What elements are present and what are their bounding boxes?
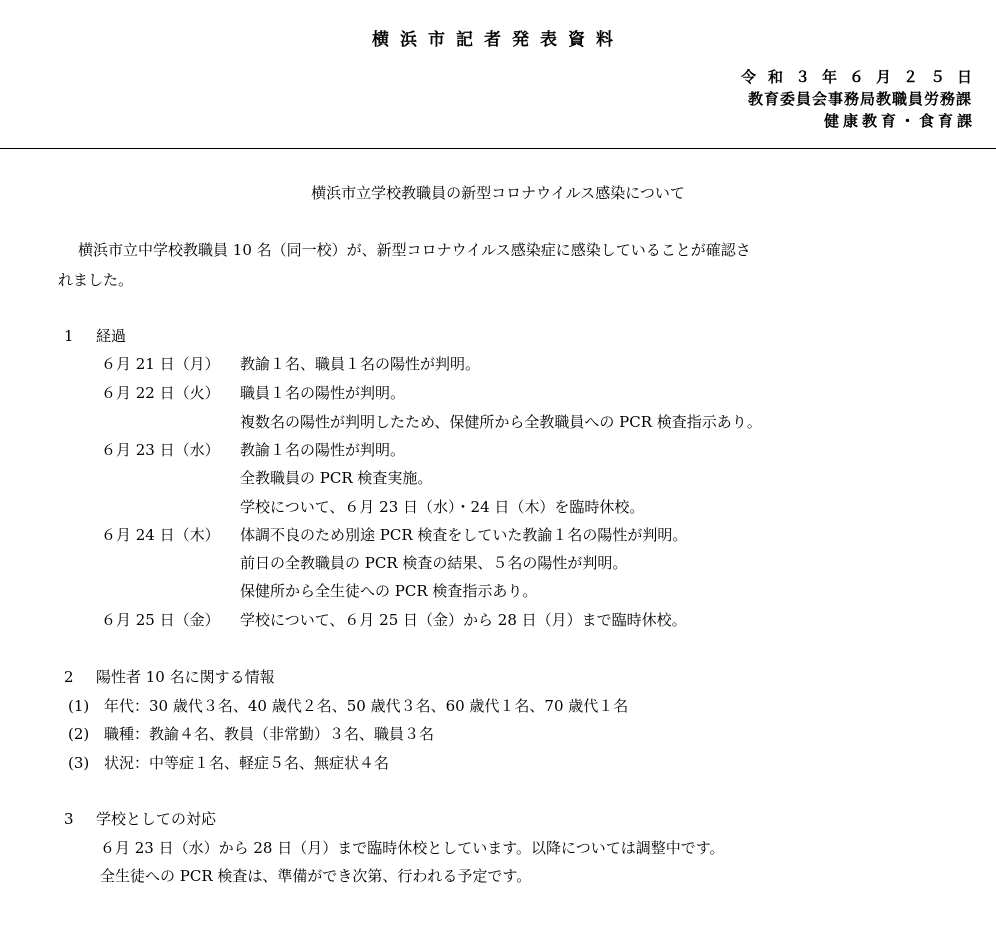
info-item-age: 年代：30 歳代３名、40 歳代２名、50 歳代３名、60 歳代１名、70 歳代１名: [104, 697, 629, 715]
section-1-heading: [64, 324, 126, 348]
department-name: 教育委員会事務局教職員労務課: [747, 90, 972, 108]
timeline-event: 教諭１名、職員１名の陽性が判明。: [240, 355, 481, 373]
section-name: 健康教育・食育課: [823, 112, 976, 130]
lead-paragraph-line-2: れました。: [58, 271, 134, 289]
timeline-event: 体調不良のため別途 PCR 検査をしていた教諭１名の陽性が判明。: [240, 526, 688, 544]
document-title: 横浜市立学校教職員の新型コロナウイルス感染について: [311, 184, 685, 202]
section-title: 陽性者 10 名に関する情報: [96, 668, 275, 686]
header-issuer: [740, 66, 984, 132]
timeline-event: 学校について、６月 25 日（金）から 28 日（月）まで臨時休校。: [240, 611, 687, 629]
timeline-event: 学校について、６月 23 日（水）・24 日（木）を臨時休校。: [240, 498, 645, 516]
timeline-date: ６月 25 日（金）: [101, 611, 220, 629]
timeline-event: 教諭１名の陽性が判明。: [240, 441, 406, 459]
lead-paragraph-line-1: 横浜市立中学校教職員 10 名（同一校）が、新型コロナウイルス感染症に感染していることが確認さ: [78, 241, 751, 259]
section-title: 学校としての対応: [96, 810, 217, 828]
timeline-event: 前日の全教職員の PCR 検査の結果、５名の陽性が判明。: [240, 554, 628, 572]
section-title: 経過: [96, 327, 127, 345]
release-date: 令和３年６月２５日: [740, 68, 984, 86]
timeline-event: 全教職員の PCR 検査実施。: [240, 469, 433, 487]
timeline-date: ６月 22 日（火）: [101, 384, 220, 402]
info-item-condition: 状況：中等症１名、軽症５名、無症状４名: [104, 754, 390, 772]
section-number: 2: [64, 668, 74, 686]
timeline-event: 職員１名の陽性が判明。: [240, 384, 406, 402]
timeline-event: 複数名の陽性が判明したため、保健所から全教職員への PCR 検査指示あり。: [240, 413, 762, 431]
header-divider: [0, 148, 996, 149]
info-item-number: (3): [68, 754, 90, 772]
section-2-heading: [64, 665, 275, 689]
timeline-date: ６月 23 日（水）: [101, 441, 220, 459]
info-item-occupation: 職種：教諭４名、教員（非常勤）３名、職員３名: [104, 725, 435, 743]
timeline-date: ６月 21 日（月）: [101, 355, 220, 373]
response-line: ６月 23 日（水）から 28 日（月）まで臨時休校としています。以降については調整中です。: [100, 839, 725, 857]
section-3-heading: [64, 807, 216, 831]
info-item-number: (2): [68, 725, 90, 743]
timeline-date: ６月 24 日（木）: [101, 526, 220, 544]
info-item-number: (1): [68, 697, 90, 715]
press-release-title: 横浜市記者発表資料: [372, 30, 624, 50]
section-number: 3: [64, 810, 74, 828]
response-line: 全生徒への PCR 検査は、準備ができ次第、行われる予定です。: [100, 867, 532, 885]
timeline-event: 保健所から全生徒への PCR 検査指示あり。: [240, 582, 538, 600]
section-number: 1: [64, 327, 74, 345]
